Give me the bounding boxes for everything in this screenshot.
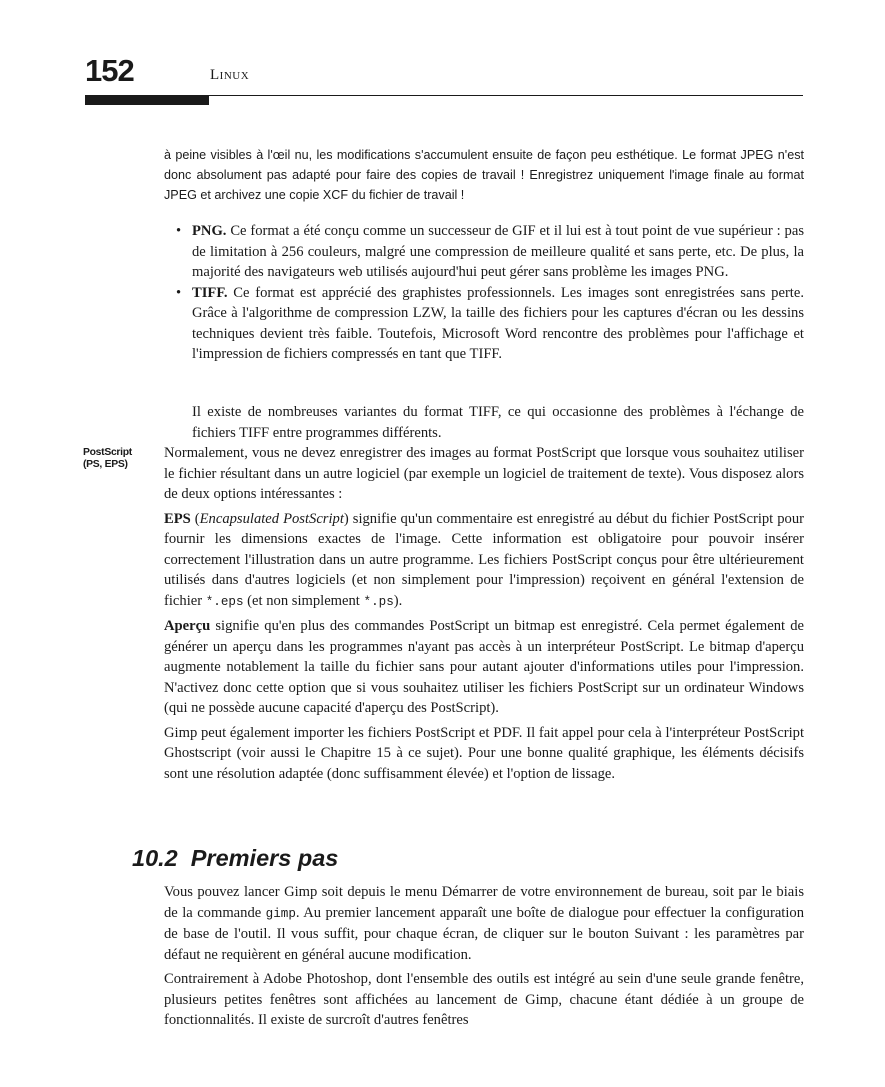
note-paragraph: à peine visibles à l'œil nu, les modifications s'accumulent ensuite de façon peu esthétique. Le format JPEG n'est donc absolument pas adapté pour faire des copies de travail ! Enregistrez uniquement l'image finale au format JPEG et archivez une copie XCF du fichier de travail ! — [164, 148, 804, 202]
windows-paragraph: Contrairement à Adobe Photoshop, dont l'ensemble des outils est intégré au sein d'une seule grande fenêtre, plusieurs petites fenêtres sont affichées au lancement de Gimp, chacune étant dédiée à un groupe de fonctionnalités. Il existe de surcroît d'autres fenêtres — [164, 971, 804, 1028]
section-body — [164, 882, 804, 1035]
eps-extension: *.eps — [205, 594, 244, 609]
list-item-png — [176, 221, 804, 283]
margin-note-line: (PS, EPS) — [83, 459, 128, 470]
tiff-variants-paragraph: Il existe de nombreuses variantes du format TIFF, ce qui occasionne des problèmes à l'échange de fichiers TIFF entre programmes différents. — [192, 404, 804, 441]
launch-paragraph — [164, 882, 804, 965]
list-term: TIFF. — [192, 284, 228, 301]
eps-text: ). — [393, 592, 403, 609]
section-number: 10.2 — [132, 845, 178, 871]
list-term: PNG. — [192, 223, 227, 239]
apercu-term: Aperçu — [164, 618, 211, 634]
eps-paragraph — [164, 509, 804, 613]
gimp-command: gimp — [265, 906, 296, 921]
ps-extension: *.ps — [363, 594, 394, 609]
margin-note — [83, 447, 163, 471]
list-text: Ce format est apprécié des graphistes professionnels. Les images sont enregistrées sans perte. Grâce à l'algorithme de compression LZW, la taille des fichiers pour les captures d'écran ou les dessins techniques devient très faible. Toutefois, Microsoft Word rencontre des problèmes pour l'affichage et l'impression de fichiers compressés en tant que TIFF. — [192, 284, 804, 362]
postscript-intro: Normalement, vous ne devez enregistrer des images au format PostScript que lorsque vous souhaitez utiliser le fichier résultant dans un autre logiciel (par exemple un logiciel de traitement de texte). Vous disposez alors de deux options intéressantes : — [164, 445, 804, 502]
section-heading — [132, 843, 338, 873]
apercu-paragraph — [164, 616, 804, 719]
launch-text: Vous pouvez lancer Gimp soit depuis le menu Démarrer de votre environnement de bureau, soit par le biais de la commande — [164, 884, 804, 921]
bullet-icon: • — [176, 223, 182, 239]
section-title: Premiers pas — [190, 845, 339, 871]
bullet-icon: • — [176, 284, 182, 301]
apercu-text: signifie qu'en plus des commandes PostScript un bitmap est enregistré. Cela permet également de générer un aperçu dans les programmes n'ayant pas accès à un interpréteur PostScript. Le bitmap d'aperçu augmente notablement la taille du fichier sans pour autant ajouter d'informations utiles pour l'impression. N'activez donc cette option que si vous souhaitez utiliser les fichiers PostScript sur un ordinateur Windows (qui ne possède aucune capacité d'aperçu des PostScript). — [164, 618, 804, 716]
format-list — [176, 221, 804, 365]
list-text: Ce format a été conçu comme un successeur de GIF et il lui est à tout point de vue supérieur : pas de limitation à 256 couleurs, malgré une compression de meilleure qualité et sans perte, etc. De plus, la majorité des navigateurs web utilisés aujourd'hui peut gérer sans problème les images PNG. — [192, 223, 804, 280]
page-number: 152 — [85, 53, 134, 88]
running-title: Linux — [210, 67, 250, 83]
eps-text: (et non simplement — [243, 592, 364, 609]
gimp-import-paragraph: Gimp peut également importer les fichiers PostScript et PDF. Il fait appel pour cela à l'interpréteur PostScript Ghostscript (voir aussi le Chapitre 15 à ce sujet). Pour une bonne qualité graphique, les éléments décisifs sont une résolution adaptée (donc suffisamment élevée) et l'option de lissage. — [164, 724, 804, 782]
margin-note-line: PostScript — [83, 447, 132, 458]
eps-text: ( — [190, 510, 200, 527]
eps-text: ) signifie qu'un commentaire est enregistré au début du fichier PostScript pour fournir les dimensions exactes de l'image. Cette information est obligatoire pour pouvoir insérer correctement l'illustration dans un autre programme. Les fichiers PostScript conçus pour être ultérieurement utilisés dans d'autres logiciels (et non simplement pour l'impression) reçoivent en général l'extension de fichier — [164, 510, 804, 609]
header-bar — [85, 95, 209, 105]
eps-term: EPS — [164, 510, 191, 527]
list-item-tiff — [176, 283, 804, 365]
eps-expansion: Encapsulated PostScript — [199, 510, 344, 527]
postscript-section — [164, 443, 804, 788]
launch-text: . Au premier lancement apparaît une boîte de dialogue pour effectuer la configuration de base de l'outil. Il vous suffit, pour chaque écran, de cliquer sur le bouton Suivant : les paramètres par défaut ne requièrent en général aucune modification. — [164, 904, 804, 963]
